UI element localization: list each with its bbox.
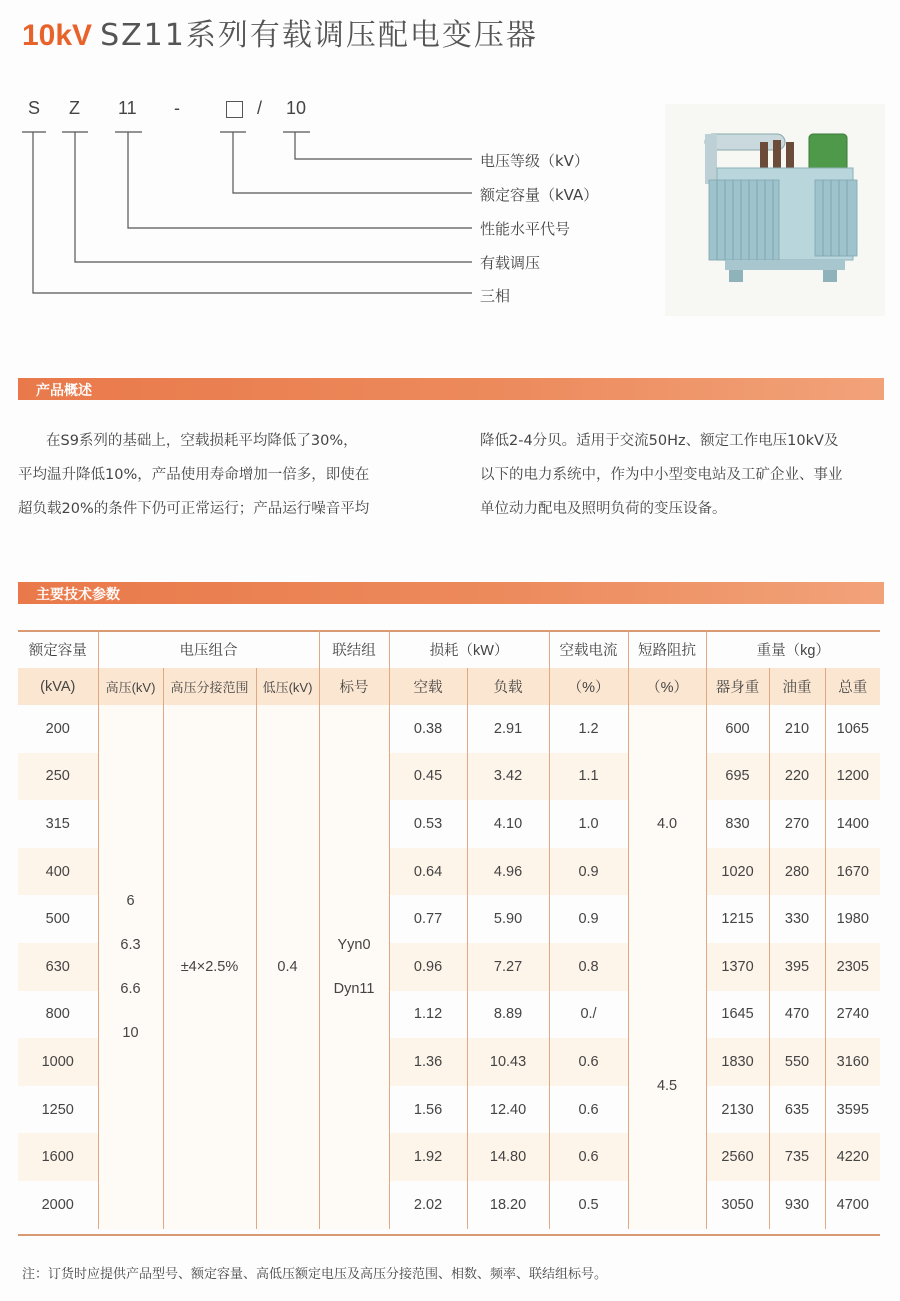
cell-noload: 0.77: [389, 895, 467, 943]
header-noload-loss: 空载: [389, 668, 467, 705]
cell-noload: 0.45: [389, 753, 467, 801]
title-text: SZ11系列有载调压配电变压器: [100, 18, 538, 53]
cell-oil: 270: [769, 800, 825, 848]
cell-body: 3050: [706, 1181, 769, 1229]
section-bar-overview: [18, 378, 884, 400]
header-tap-range: 高压分接范围: [163, 668, 256, 705]
cell-current: 0.8: [549, 943, 628, 991]
overview-line-5: 以下的电力系统中，作为中小型变电站及工矿企业、事业: [480, 467, 843, 483]
cell-load: 7.27: [467, 943, 549, 991]
cell-noload: 0.38: [389, 705, 467, 753]
cell-oil: 220: [769, 753, 825, 801]
cell-current: 0.9: [549, 848, 628, 896]
cell-current: 1.0: [549, 800, 628, 848]
cell-current: 0.5: [549, 1181, 628, 1229]
cell-impedance-group-1: 4.0: [628, 705, 706, 943]
cell-total: 2740: [825, 991, 880, 1039]
cell-oil: 550: [769, 1038, 825, 1086]
cell-capacity: 250: [18, 753, 98, 801]
section-heading-overview: 产品概述: [36, 383, 92, 399]
hv-value: 10: [122, 1024, 139, 1041]
table-header-row-2: [18, 668, 880, 705]
cell-noload: 1.92: [389, 1133, 467, 1181]
cell-hv-values: [98, 705, 163, 1229]
title-voltage: 10kV: [22, 19, 93, 52]
cell-total: 4700: [825, 1181, 880, 1229]
cell-body: 830: [706, 800, 769, 848]
cell-oil: 930: [769, 1181, 825, 1229]
code-letter-dash: -: [174, 98, 180, 118]
header-capacity: 额定容量: [28, 643, 87, 659]
hv-value: 6: [126, 892, 135, 909]
overview-line-3: 超负载20%的条件下仍可正常运行；产品运行噪音平均: [18, 501, 370, 517]
cell-body: 1370: [706, 943, 769, 991]
cell-tap-range: ±4×2.5%: [163, 705, 256, 1229]
header-noload-current: 空载电流: [549, 631, 628, 668]
cell-current: 1.1: [549, 753, 628, 801]
cell-total: 1400: [825, 800, 880, 848]
header-current-unit: （%）: [549, 668, 628, 705]
code-letter-z: Z: [69, 98, 80, 118]
cell-body: 2130: [706, 1086, 769, 1134]
header-loss: 损耗（kW）: [389, 631, 549, 668]
overview-line-1: 在S9系列的基础上，空载损耗平均降低了30%，: [46, 433, 358, 449]
header-oil-weight: 油重: [769, 668, 825, 705]
order-note: 注：订货时应提供产品型号、额定容量、高低压额定电压及高压分接范围、相数、频率、联结组标号。: [22, 1267, 608, 1282]
cell-capacity: 1000: [18, 1038, 98, 1086]
cell-current: 0.6: [549, 1133, 628, 1181]
cell-noload: 0.64: [389, 848, 467, 896]
cell-load: 5.90: [467, 895, 549, 943]
cell-oil: 210: [769, 705, 825, 753]
transformer-photo: [665, 104, 885, 316]
cell-lv-value: 0.4: [256, 705, 319, 1229]
cell-capacity: 1250: [41, 1101, 74, 1118]
cell-body: 1830: [706, 1038, 769, 1086]
header-lv: 低压(kV): [256, 668, 319, 705]
cell-total: 1670: [825, 848, 880, 896]
legend-performance-code: 性能水平代号: [480, 220, 571, 238]
cell-total: 4220: [825, 1133, 880, 1181]
hv-value: 6.3: [120, 936, 141, 953]
header-body-weight: 器身重: [706, 668, 769, 705]
cell-oil: 470: [769, 991, 825, 1039]
cell-capacity: 800: [45, 1006, 70, 1023]
header-total-weight: 总重: [825, 668, 880, 705]
header-voltage: 电压组合: [98, 631, 319, 668]
cell-load: 3.42: [467, 753, 549, 801]
cell-load: 10.43: [467, 1038, 549, 1086]
cell-capacity: 200: [45, 720, 70, 737]
cell-oil: 735: [769, 1133, 825, 1181]
model-code-leader-lines: [0, 0, 480, 320]
table-bottom-rule: [18, 1234, 880, 1236]
legend-onload-tap: 有载调压: [480, 254, 541, 272]
cell-body: 1020: [706, 848, 769, 896]
cell-capacity: 400: [18, 848, 98, 896]
legend-rated-capacity: 额定容量（kVA）: [480, 186, 599, 204]
legend-three-phase: 三相: [480, 287, 511, 305]
cell-load: 4.10: [467, 800, 549, 848]
cell-capacity: 1600: [18, 1133, 98, 1181]
header-connection: 联结组: [319, 631, 389, 668]
cell-body: 1645: [706, 991, 769, 1039]
legend-voltage-class: 电压等级（kV）: [480, 152, 589, 170]
cell-current: 0.9: [549, 895, 628, 943]
cell-load: 14.80: [467, 1133, 549, 1181]
cell-load: 8.89: [467, 991, 549, 1039]
cell-current: 0.6: [549, 1038, 628, 1086]
cell-capacity: 315: [45, 815, 70, 832]
hv-value: 6.6: [120, 980, 141, 997]
connection-value: Yyn0: [337, 936, 371, 953]
cell-capacity: 2000: [41, 1196, 74, 1213]
header-load-loss: 负载: [467, 668, 549, 705]
cell-load: 18.20: [467, 1181, 549, 1229]
cell-current: 0./: [549, 991, 628, 1039]
spec-table: [18, 631, 880, 1229]
cell-load: 2.91: [467, 705, 549, 753]
cell-noload: 0.96: [389, 943, 467, 991]
cell-oil: 330: [769, 895, 825, 943]
code-letter-10: 10: [286, 98, 307, 118]
cell-body: 600: [706, 705, 769, 753]
header-connection-label: 标号: [319, 668, 389, 705]
cell-noload: 1.56: [389, 1086, 467, 1134]
overview-line-4: 降低2-4分贝。适用于交流50Hz、额定工作电压10kV及: [480, 433, 839, 449]
cell-capacity: 630: [18, 943, 98, 991]
cell-current: 1.2: [549, 705, 628, 753]
code-letter-s: S: [28, 98, 41, 118]
header-impedance-unit: （%）: [628, 668, 706, 705]
table-row: [18, 705, 880, 753]
cell-body: 2560: [706, 1133, 769, 1181]
cell-noload: 1.36: [389, 1038, 467, 1086]
header-weight: 重量（kg）: [706, 631, 880, 668]
cell-body: 1215: [706, 895, 769, 943]
code-letter-slash: /: [257, 98, 263, 118]
cell-body: 695: [706, 753, 769, 801]
cell-current: 0.6: [549, 1086, 628, 1134]
cell-oil: 395: [769, 943, 825, 991]
connection-value: Dyn11: [333, 980, 375, 997]
cell-impedance-group-2: 4.5: [628, 943, 706, 1229]
cell-noload: 2.02: [389, 1181, 467, 1229]
cell-total: 1065: [825, 705, 880, 753]
section-heading-specs: 主要技术参数: [36, 587, 120, 603]
header-hv: 高压(kV): [98, 668, 163, 705]
overview-line-2: 平均温升降低10%，产品使用寿命增加一倍多，即使在: [18, 467, 370, 483]
header-impedance: 短路阻抗: [628, 631, 706, 668]
cell-total: 2305: [825, 943, 880, 991]
table-header-row-1: [18, 631, 880, 668]
cell-noload: 1.12: [389, 991, 467, 1039]
cell-total: 1200: [825, 753, 880, 801]
cell-capacity: 500: [45, 911, 70, 928]
code-letter-11: 11: [118, 98, 137, 118]
cell-total: 3160: [825, 1038, 880, 1086]
cell-noload: 0.53: [389, 800, 467, 848]
cell-oil: 635: [769, 1086, 825, 1134]
overview-line-6: 单位动力配电及照明负荷的变压设备。: [480, 501, 727, 517]
header-capacity-unit: (kVA): [18, 668, 98, 705]
cell-load: 12.40: [467, 1086, 549, 1134]
cell-total: 1980: [825, 895, 880, 943]
cell-total: 3595: [825, 1086, 880, 1134]
cell-oil: 280: [769, 848, 825, 896]
section-bar-specs: [18, 582, 884, 604]
cell-load: 4.96: [467, 848, 549, 896]
cell-connection-values: [319, 705, 389, 1229]
